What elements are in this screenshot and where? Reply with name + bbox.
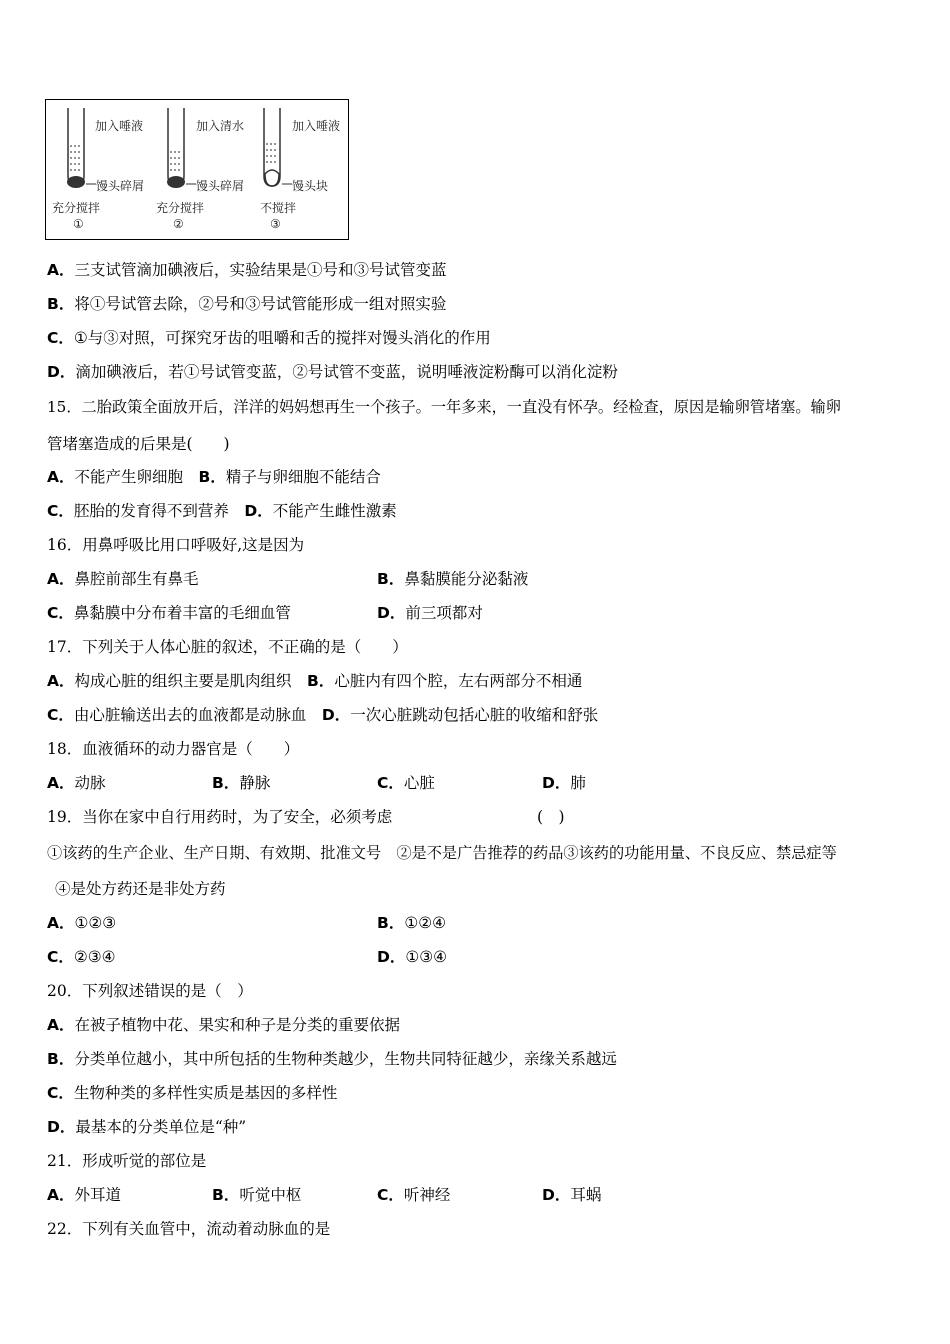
option-label: C． [377,774,404,792]
q18-option-a [47,773,106,793]
q19-stem: 19．当你在家中自行用药时，为了安全，必须考虑 [47,808,393,826]
tube-1-label-bottom: 充分搅拌 [52,201,101,215]
q19-option-b [377,913,446,933]
q20-option-c [47,1083,337,1103]
option-text: 心脏 [403,774,435,792]
q19-option-c [47,947,116,967]
option-label: A． [47,672,75,690]
q19-line-2: ①该药的生产企业、生产日期、有效期、批准文号 ②是不是广告推荐的药品③该药的功能用量、不良反应、禁忌症等 [47,844,837,862]
q18-option-c [377,773,435,793]
q20-option-b [47,1049,617,1069]
option-label: A． [47,1186,75,1204]
option-label: B． [212,774,240,792]
q17-options-row-1 [47,671,582,691]
q15-options-row-2 [47,501,397,521]
option-label: C． [47,604,74,622]
q14-option-a [47,260,447,280]
option-text: 不能产生雌性激素 [272,502,397,520]
tube-3 [264,108,292,186]
q15-stem-line-1: 15．二胎政策全面放开后，洋洋的妈妈想再生一个孩子。一年多来，一直没有怀孕。经检查，原因是输卵管堵塞。输卵 [47,398,841,416]
q20-option-a [47,1015,400,1035]
q17-stem: 17．下列关于人体心脏的叙述，不正确的是（ ） [47,638,408,656]
option-text: 前三项都对 [405,604,483,622]
option-label: B． [47,1050,75,1068]
q21-stem: 21．形成听觉的部位是 [47,1152,207,1170]
q17-options-row-2 [47,705,598,725]
option-text: 最基本的分类单位是“种” [75,1118,247,1136]
option-label: B． [377,570,405,588]
option-label: C． [47,948,74,966]
option-text: 分类单位越小，其中所包括的生物种类越少，生物共同特征越少，亲缘关系越远 [74,1050,617,1068]
option-text: 听觉中枢 [239,1186,302,1204]
q14-option-d [47,362,618,382]
tube-2 [167,108,196,188]
q14-option-b [47,294,446,314]
q21-option-a [47,1185,121,1205]
option-text: 外耳道 [74,1186,122,1204]
q19-line-3: ④是处方药还是非处方药 [55,880,226,898]
q15-stem-line-2: 管堵塞造成的后果是( ) [47,435,230,453]
option-text: 肺 [570,774,586,792]
tube-1 [67,108,96,188]
option-text: 心脏内有四个腔，左右两部分不相通 [334,672,583,690]
q16-option-d [377,603,483,623]
q20-stem: 20．下列叙述错误的是（ ） [47,982,253,1000]
option-text: 由心脏输送出去的血液都是动脉血 [73,706,307,724]
option-text: 鼻腔前部生有鼻毛 [74,570,199,588]
q20-option-d [47,1117,246,1137]
q16-option-b [377,569,528,589]
option-label: B． [307,672,335,690]
test-tube-figure [45,99,349,240]
option-text: ①与③对照，可探究牙齿的咀嚼和舌的搅拌对馒头消化的作用 [73,329,491,347]
option-text: 将①号试管去除，②号和③号试管能形成一组对照实验 [74,295,447,313]
option-label: D． [377,948,406,966]
option-label: C． [47,329,74,347]
q21-option-c [377,1185,450,1205]
tube-3-label-top: 加入唾液 [292,119,341,133]
option-label: A． [47,774,75,792]
tube-2-label-bottom: 充分搅拌 [156,201,205,215]
tube-3-label-side: 馒头块 [292,179,329,193]
q21-option-d [542,1185,601,1205]
option-text: 鼻黏膜中分布着丰富的毛细血管 [73,604,291,622]
option-text: 精子与卵细胞不能结合 [225,468,381,486]
option-label: C． [47,502,74,520]
option-label: D． [47,363,76,381]
option-label: B． [47,295,75,313]
tube-1-label-side: 馒头碎屑 [96,179,145,193]
tube-2-label-side: 馒头碎屑 [196,179,245,193]
option-label: A． [47,914,75,932]
q15-options-row-1 [47,467,381,487]
q18-stem: 18．血液循环的动力器官是（ ） [47,740,300,758]
option-label: B． [377,914,405,932]
option-label: D． [321,706,351,724]
tube-2-number: ② [173,217,184,231]
option-label: C． [47,706,74,724]
option-label: B． [212,1186,240,1204]
option-text: ①③④ [405,948,448,966]
q19-option-d [377,947,447,967]
tube-1-number: ① [73,217,84,231]
option-text: 鼻黏膜能分泌黏液 [404,570,529,588]
option-label: B． [198,468,226,486]
option-text: 三支试管滴加碘液后，实验结果是①号和③号试管变蓝 [74,261,447,279]
q19-answer-paren: ( ) [537,808,565,826]
option-label: D． [542,1186,571,1204]
tube-3-label-bottom: 不搅拌 [260,201,297,215]
option-label: C． [377,1186,404,1204]
option-label: A． [47,570,75,588]
option-text: 构成心脏的组织主要是肌肉组织 [74,672,292,690]
q21-option-b [212,1185,301,1205]
option-label: A． [47,261,75,279]
option-text: 静脉 [239,774,271,792]
option-text: 不能产生卵细胞 [74,468,184,486]
option-label: C． [47,1084,74,1102]
option-text: 耳蜗 [570,1186,602,1204]
q22-stem: 22．下列有关血管中，流动着动脉血的是 [47,1220,331,1238]
q16-option-a [47,569,199,589]
q16-option-c [47,603,291,623]
option-text: 一次心脏跳动包括心脏的收缩和舒张 [350,706,599,724]
option-label: D． [244,502,273,520]
q19-option-a [47,913,116,933]
tube-2-label-top: 加入清水 [196,119,245,133]
option-text: 生物种类的多样性实质是基因的多样性 [73,1084,338,1102]
q18-option-b [212,773,270,793]
option-text: 滴加碘液后，若①号试管变蓝，②号试管不变蓝，说明唾液淀粉酶可以消化淀粉 [75,363,618,381]
option-label: D． [542,774,571,792]
option-text: 动脉 [74,774,106,792]
q16-stem: 16．用鼻呼吸比用口呼吸好,这是因为 [47,536,305,554]
option-label: A． [47,468,75,486]
option-text: ①②④ [404,914,447,932]
tube-3-number: ③ [270,217,281,231]
option-label: A． [47,1016,75,1034]
option-text: 听神经 [403,1186,451,1204]
q14-option-c [47,328,491,348]
option-label: D． [377,604,406,622]
option-text: 在被子植物中花、果实和种子是分类的重要依据 [74,1016,401,1034]
q18-option-d [542,773,586,793]
option-text: ①②③ [74,914,117,932]
tube-1-label-top: 加入唾液 [95,119,144,133]
option-label: D． [47,1118,76,1136]
option-text: ②③④ [73,948,116,966]
option-text: 胚胎的发育得不到营养 [73,502,229,520]
